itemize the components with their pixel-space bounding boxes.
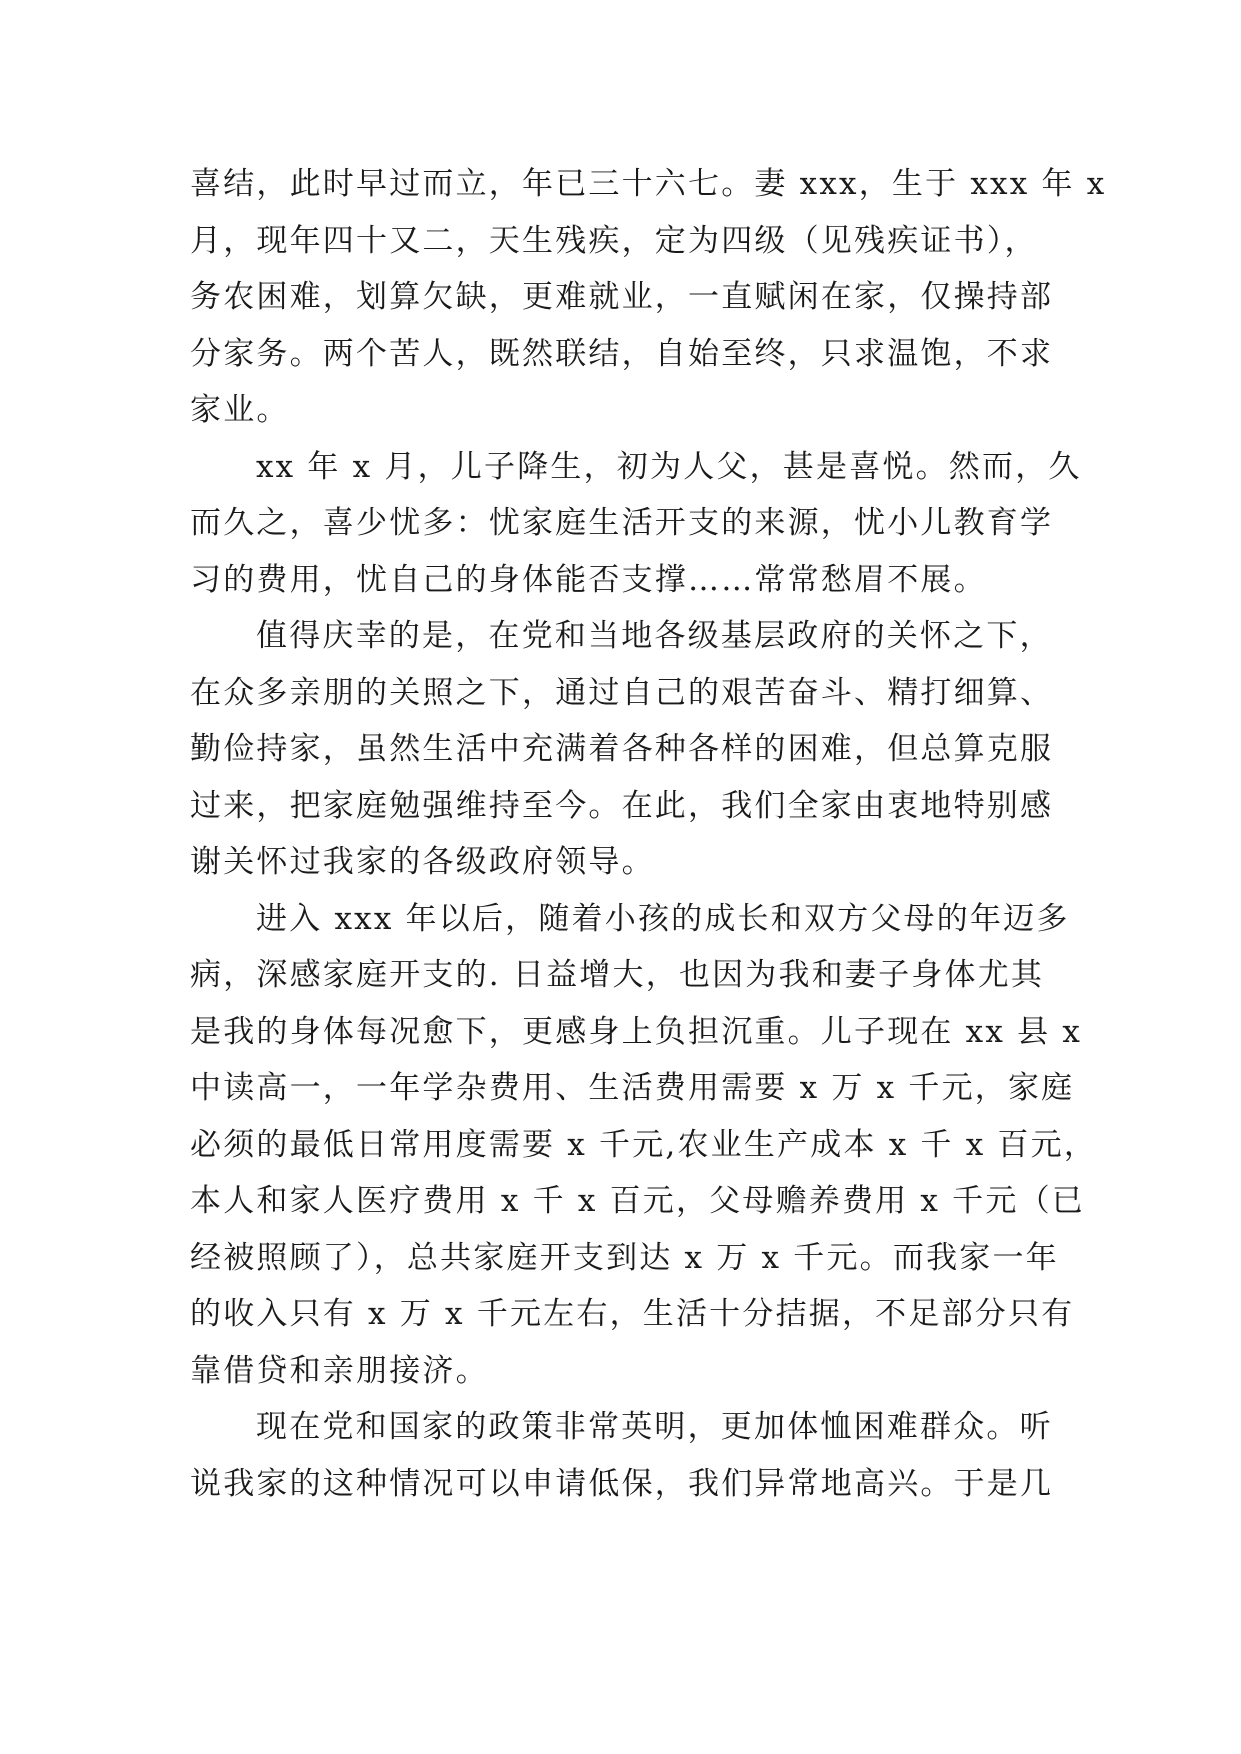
- text-line: 中读高一，一年学杂费用、生活费用需要 x 万 x 千元，家庭: [190, 1070, 1075, 1106]
- text-line: 本人和家人医疗费用 x 千 x 百元，父母赡养费用 x 千元（已: [190, 1183, 1085, 1219]
- text-line: 现在党和国家的政策非常英明，更加体恤困难群众。听: [256, 1409, 1053, 1445]
- text-line: 经被照顾了），总共家庭开支到达 x 万 x 千元。而我家一年: [190, 1239, 1059, 1276]
- text-line: 勤俭持家，虽然生活中充满着各种各样的困难，但总算克服: [190, 731, 1054, 767]
- text-line: 谢关怀过我家的各级政府领导。: [190, 844, 655, 880]
- paragraph-2: [190, 439, 1082, 609]
- text-line: 值得庆幸的是，在党和当地各级基层政府的关怀之下，: [256, 618, 1053, 654]
- text-line: 过来，把家庭勉强维持至今。在此，我们全家由衷地特别感: [190, 787, 1054, 824]
- text-line: 病，深感家庭开支的. 日益增大，也因为我和妻子身体尤其: [190, 957, 1045, 993]
- text-line: 的收入只有 x 万 x 千元左右，生活十分拮据，不足部分只有: [190, 1296, 1075, 1332]
- paragraph-4: [190, 891, 1098, 1400]
- text-line: 说我家的这种情况可以申请低保，我们异常地高兴。于是几: [190, 1465, 1054, 1502]
- text-line: 喜结，此时早过而立，年已三十六七。妻 xxx，生于 xxx 年 x: [190, 166, 1107, 202]
- text-line: 而久之，喜少忧多：忧家庭生活开支的来源，忧小儿教育学: [190, 505, 1054, 541]
- text-line: 习的费用，忧自己的身体能否支撑……常常愁眉不展。: [190, 561, 987, 598]
- paragraph-5: [190, 1399, 1054, 1512]
- text-line: 在众多亲朋的关照之下，通过自己的艰苦奋斗、精打细算、: [190, 674, 1054, 711]
- paragraph-1: [190, 156, 1107, 439]
- text-line: xx 年 x 月，儿子降生，初为人父，甚是喜悦。然而，久: [256, 448, 1082, 485]
- text-line: 分家务。两个苦人，既然联结，自始至终，只求温饱，不求: [190, 335, 1054, 372]
- text-line: 靠借贷和亲朋接济。: [190, 1352, 489, 1389]
- body-text: [190, 156, 1107, 1512]
- text-line: 是我的身体每况愈下，更感身上负担沉重。儿子现在 xx 县 x: [190, 1013, 1083, 1050]
- text-line: 家业。: [190, 392, 290, 428]
- paragraph-3: [190, 608, 1054, 891]
- text-line: 必须的最低日常用度需要 x 千元,农业生产成本 x 千 x 百元，: [190, 1126, 1098, 1163]
- text-line: 进入 xxx 年以后，随着小孩的成长和双方父母的年迈多: [256, 900, 1070, 937]
- text-line: 月，现年四十又二，天生残疾，定为四级（见残疾证书），: [190, 222, 1038, 259]
- text-line: 务农困难，划算欠缺，更难就业，一直赋闲在家，仅操持部: [190, 279, 1054, 315]
